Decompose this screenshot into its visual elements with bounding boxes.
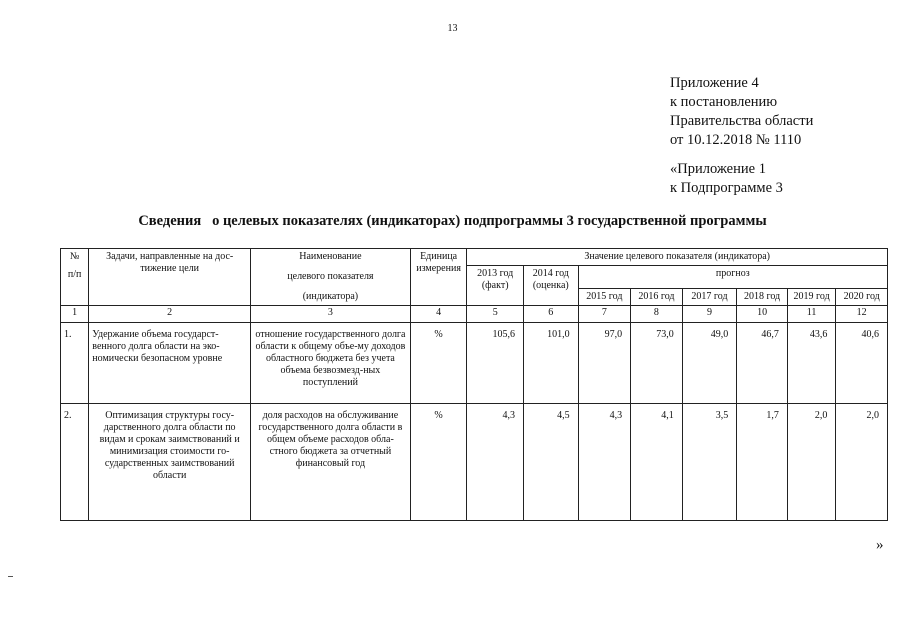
header-year-2014: 2014 год (оценка) (524, 266, 579, 306)
row-task: Оптимизация структуры госу-дарственного долга области по видам и срокам заимствований и минимизация стоимости го-сударственных заимствований области (89, 404, 251, 521)
row-unit: % (410, 323, 467, 404)
column-number: 7 (578, 306, 631, 323)
row-indicator: отношение государственного долга области к общему объе-му доходов областного бюджета без учета объема безвозмезд-ных поступлений (251, 323, 411, 404)
column-number: 9 (682, 306, 737, 323)
appendix-line: от 10.12.2018 № 1110 (670, 132, 802, 148)
row-value-2019: 43,6 (787, 323, 836, 404)
column-number: 5 (467, 306, 524, 323)
column-number: 3 (251, 306, 411, 323)
header-year-2020: 2020 год (836, 289, 888, 306)
column-number-row (61, 306, 888, 323)
row-number: 2. (61, 404, 89, 521)
closing-quote: » (876, 537, 884, 553)
column-number: 2 (89, 306, 251, 323)
row-value-2013: 105,6 (467, 323, 524, 404)
column-number: 4 (410, 306, 467, 323)
row-value-2018: 46,7 (737, 323, 788, 404)
header-value-group: Значение целевого показателя (индикатора) (467, 249, 888, 266)
row-value-2018: 1,7 (737, 404, 788, 521)
appendix-reference (670, 74, 813, 150)
table-row (61, 323, 888, 404)
header-year-2015: 2015 год (578, 289, 631, 306)
row-indicator: доля расходов на обслуживание государственного долга области в общем объеме расходов обла-стного бюджета за отчетный финансовый год (251, 404, 411, 521)
header-text: (индикатора) (302, 291, 359, 302)
appendix-reference-inner (670, 160, 783, 198)
header-num (61, 249, 89, 306)
column-number: 11 (787, 306, 836, 323)
appendix-line: к постановлению (670, 94, 778, 110)
row-unit: % (410, 404, 467, 521)
row-value-2014: 4,5 (524, 404, 579, 521)
row-value-2020: 40,6 (836, 323, 888, 404)
row-value-2014: 101,0 (524, 323, 579, 404)
appendix-line: к Подпрограмме 3 (670, 180, 783, 196)
header-task: Задачи, направленные на дос-тижение цели (89, 249, 251, 306)
row-value-2017: 49,0 (682, 323, 737, 404)
header-text: п/п (67, 269, 82, 280)
header-indicator (251, 249, 411, 306)
appendix-line: Приложение 4 (670, 75, 759, 91)
column-number: 12 (836, 306, 888, 323)
row-value-2019: 2,0 (787, 404, 836, 521)
document-title: Сведения о целевых показателях (индикаторах) подпрограммы 3 государственной программы (138, 213, 767, 229)
row-value-2015: 4,3 (578, 404, 631, 521)
header-row (61, 249, 888, 266)
row-value-2017: 3,5 (682, 404, 737, 521)
row-value-2020: 2,0 (836, 404, 888, 521)
column-number: 6 (524, 306, 579, 323)
header-forecast: прогноз (578, 266, 887, 289)
header-year-2019: 2019 год (787, 289, 836, 306)
header-year-2016: 2016 год (631, 289, 683, 306)
row-number: 1. (61, 323, 89, 404)
column-number: 8 (631, 306, 683, 323)
row-value-2013: 4,3 (467, 404, 524, 521)
row-value-2016: 4,1 (631, 404, 683, 521)
indicators-table (60, 248, 888, 521)
column-number: 10 (737, 306, 788, 323)
row-task: Удержание объема государст-венного долга области на эко-номически безопасном уровне (89, 323, 251, 404)
header-text: целевого показателя (287, 271, 374, 282)
row-value-2015: 97,0 (578, 323, 631, 404)
header-year-2013: 2013 год (факт) (467, 266, 524, 306)
table-row (61, 404, 888, 521)
header-unit: Единица измерения (410, 249, 467, 306)
scan-edge-mark (8, 576, 13, 577)
header-year-2017: 2017 год (682, 289, 737, 306)
header-year-2018: 2018 год (737, 289, 788, 306)
appendix-line: Правительства области (670, 113, 814, 129)
column-number: 1 (61, 306, 89, 323)
row-value-2016: 73,0 (631, 323, 683, 404)
page-number: 13 (447, 23, 458, 34)
header-text: № (69, 251, 80, 262)
header-text: Наименование (299, 251, 362, 262)
appendix-line: «Приложение 1 (670, 161, 766, 177)
